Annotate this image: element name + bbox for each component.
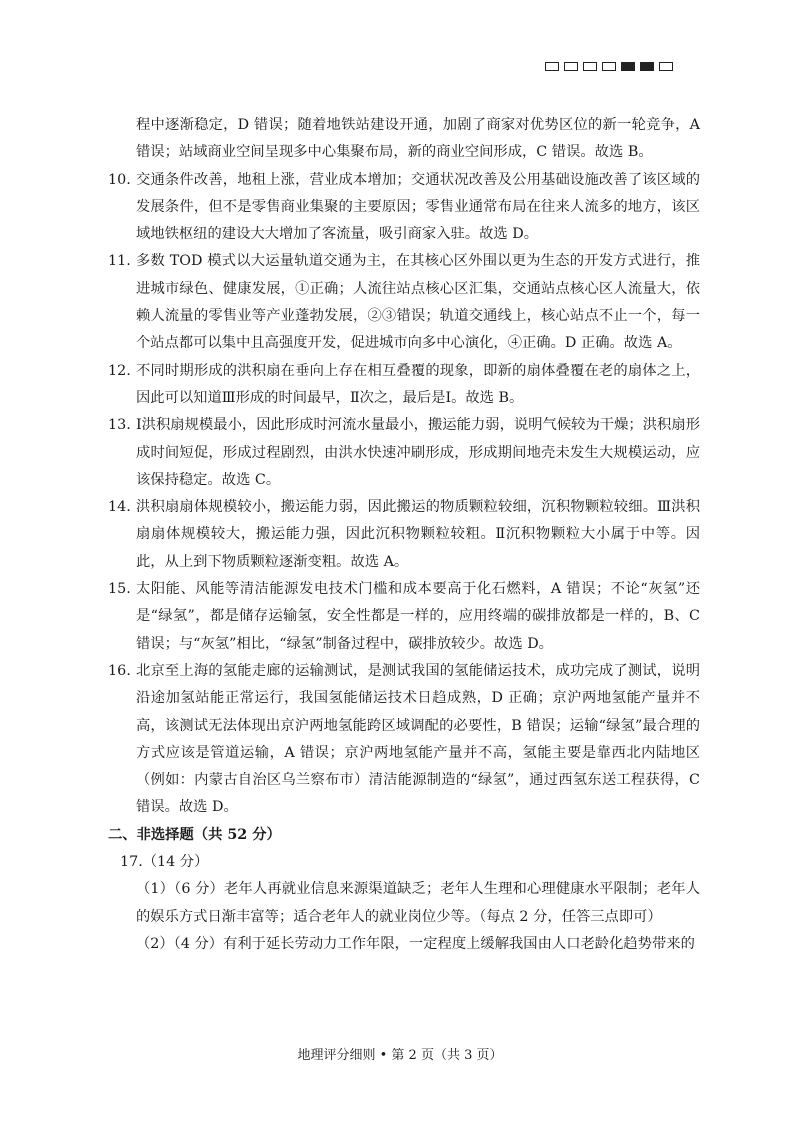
item-text: 北京至上海的氢能走廊的运输测试，是测试我国的氢能储运技术，成功完成了测试，说明沿途加氢站能正常运行，我国氢能储运技术日趋成熟，D 正确；京沪两地氢能产量并不高，该测试无法体现出京沪两地氢能跨区域调配的必要性，B 错误；运输“绿氢”最合理的方式应该是管道运输，A 错误；京沪两地氢能产量并不高，氢能主要是靠西北内陆地区（例如：内蒙古自治区乌兰察布市）清洁能源制造的“绿氢”，通过西氢东送工程获得，C 错误。故选 D。	[136, 662, 700, 816]
page-mark-5	[621, 62, 635, 71]
item-text: 洪积扇扇体规模较小，搬运能力弱，因此搬运的物质颗粒较细，沉积物颗粒较细。Ⅲ洪积扇扇体规模较大，搬运能力强，因此沉积物颗粒较粗。Ⅱ沉积物颗粒大小属于中等。因此，从上到下物质颗粒逐渐变粗。故选 A。	[136, 499, 700, 570]
section-title: 二、非选择题（共 52 分）	[108, 826, 281, 843]
page-footer: 地理评分细则 • 第 2 页（共 3 页）	[297, 1048, 503, 1063]
question-17-part-1: （1）（6 分）老年人再就业信息来源渠道缺乏；老年人生理和心理健康水平限制；老年人的娱乐方式日渐丰富等；适合老年人的就业岗位少等。（每点 2 分，任答三点即可）	[136, 881, 700, 925]
item-number: 16.	[108, 662, 131, 679]
answer-item-10	[108, 167, 700, 249]
question-17-header: 17.（14 分）	[120, 854, 209, 871]
continuation-paragraph: 程中逐渐稳定，D 错误；随着地铁站建设开通，加剧了商家对优势区位的新一轮竞争，A 错误；站域商业空间呈现多中心集聚布局，新的商业空间形成，C 错误。故选 B。	[136, 117, 700, 161]
item-text: 太阳能、风能等清洁能源发电技术门槛和成本要高于化石燃料，A 错误；不论“灰氢”还是“绿氢”，都是储存运输氢，安全性都是一样的，应用终端的碳排放都是一样的，B、C 错误；与“灰氢”相比，“绿氢”制备过程中，碳排放较少。故选 D。	[136, 581, 700, 652]
item-text: 多数 TOD 模式以大运量轨道交通为主，在其核心区外围以更为生态的开发方式进行，推进城市绿色、健康发展，①正确；人流往站点核心区汇集，交通站点核心区人流量大，依赖人流量的零售业等产业蓬勃发展，②③错误；轨道交通线上，核心站点不止一个，每一个站点都可以集中且高强度开发，促进城市向多中心演化，④正确。D 正确。故选 A。	[136, 253, 700, 352]
item-number: 12.	[108, 362, 131, 379]
page-mark-7	[659, 62, 673, 71]
answer-item-13	[108, 412, 700, 494]
item-number: 14.	[108, 499, 131, 516]
answer-item-12	[108, 358, 700, 413]
page-mark-4	[602, 62, 616, 71]
page-mark-3	[583, 62, 597, 71]
page-mark-6	[640, 62, 654, 71]
answer-item-16	[108, 658, 700, 822]
answer-item-14	[108, 494, 700, 576]
page-mark-2	[564, 62, 578, 71]
item-number: 10.	[108, 171, 131, 188]
item-number: 11.	[108, 253, 131, 270]
item-number: 15.	[108, 581, 131, 598]
page-mark-1	[545, 62, 559, 71]
item-text: 交通条件改善，地租上涨，营业成本增加；交通状况改善及公用基础设施改善了该区域的发展条件，但不是零售商业集聚的主要原因；零售业通常布局在往来人流多的地方，该区域地铁枢纽的建设大大增加了客流量，吸引商家入驻。故选 D。	[136, 171, 700, 243]
question-17-part-2: （2）（4 分）有利于延长劳动力工作年限，一定程度上缓解我国由人口老龄化趋势带来的	[136, 935, 695, 952]
item-text: Ⅰ洪积扇规模最小，因此形成时河流水量最小，搬运能力弱，说明气候较为干燥；洪积扇形成时间短促，形成过程剧烈，由洪水快速冲刷形成，形成期间地壳未发生大规模运动，应该保持稳定。故选 C。	[136, 417, 700, 488]
answer-content	[108, 112, 700, 958]
answer-item-15	[108, 576, 700, 658]
item-text: 不同时期形成的洪积扇在垂向上存在相互叠覆的现象，即新的扇体叠覆在老的扇体之上，因此可以知道Ⅲ形成的时间最早，Ⅱ次之，最后是Ⅰ。故选 B。	[136, 362, 700, 406]
item-number: 13.	[108, 417, 131, 434]
page-marks	[545, 62, 673, 71]
answer-item-11	[108, 248, 700, 357]
